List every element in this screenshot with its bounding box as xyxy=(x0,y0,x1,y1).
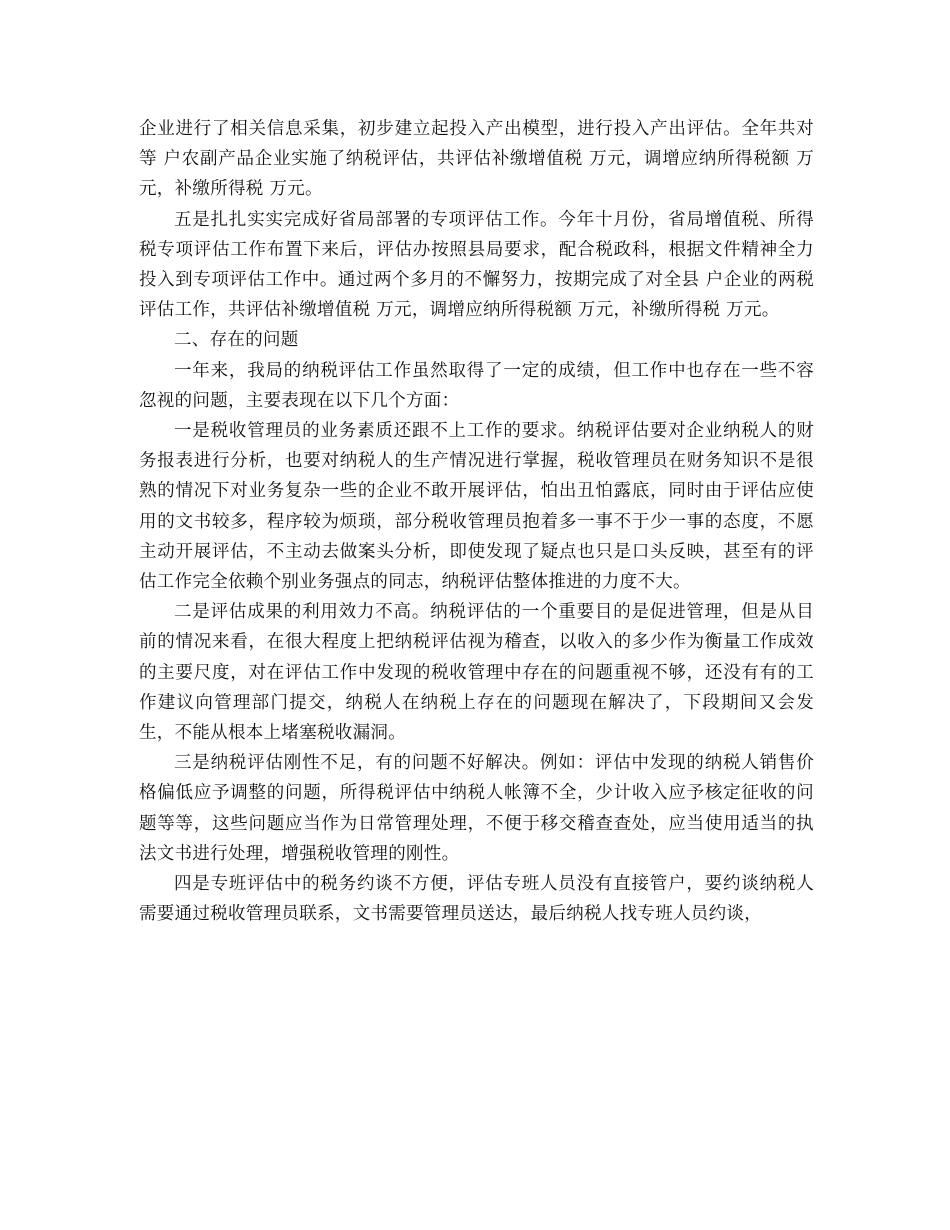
section-heading-problems: 二、存在的问题 xyxy=(174,330,299,351)
paragraph-problem-two: 二是评估成果的利用效力不高。纳税评估的一个重要目的是促进管理，但是从目前的情况来看，在很大程度上把纳税评估视为稽查，以收入的多少作为衡量工作成效的主要尺度，对在评估工作中发现的税收管理中存在的问题重视不够，还没有有的工作建议向管理部门提交，纳税人在纳税上存在的问题现在解决了，下段期间又会发生，不能从根本上堵塞税收漏洞。 xyxy=(139,602,814,744)
paragraph-problem-three: 三是纳税评估刚性不足，有的问题不好解决。例如：评估中发现的纳税人销售价格偏低应予调整的问题，所得税评估中纳税人帐簿不全，少计收入应予核定征收的问题等等，这些问题应当作为日常管理处理，不便于移交稽查查处，应当使用适当的执法文书进行处理，增强税收管理的刚性。 xyxy=(139,753,814,864)
paragraph-special-evaluation: 五是扎扎实实完成好省局部署的专项评估工作。今年十月份，省局增值税、所得税专项评估工作布置下来后，评估办按照县局要求，配合税政科，根据文件精神全力投入到专项评估工作中。通过两个多月的不懈努力，按期完成了对全县 户企业的两税评估工作，共评估补缴增值税 万元，调增应纳所得税额 万元，补缴所得税 万元。 xyxy=(139,209,814,321)
document-body xyxy=(139,114,814,929)
paragraph-continuation: 企业进行了相关信息采集，初步建立起投入产出模型，进行投入产出评估。全年共对 等 户农副产品企业实施了纳税评估，共评估补缴增值税 万元，调增应纳所得税额 万元，补缴所得税 万元。 xyxy=(139,119,814,200)
paragraph-problems-intro: 一年来，我局的纳税评估工作虽然取得了一定的成绩，但工作中也存在一些不容忽视的问题，主要表现在以下几个方面： xyxy=(139,360,814,411)
paragraph-problem-one: 一是税收管理员的业务素质还跟不上工作的要求。纳税评估要对企业纳税人的财务报表进行分析，也要对纳税人的生产情况进行掌握，税收管理员在财务知识不是很熟的情况下对业务复杂一些的企业不敢开展评估，怕出丑怕露底，同时由于评估应使用的文书较多，程序较为烦琐，部分税收管理员抱着多一事不于少一事的态度，不愿主动开展评估，不主动去做案头分析，即使发现了疑点也只是口头反映，甚至有的评估工作完全依赖个别业务强点的同志，纳税评估整体推进的力度不大。 xyxy=(139,421,814,593)
paragraph-problem-four: 四是专班评估中的税务约谈不方便，评估专班人员没有直接管户，要约谈纳税人需要通过税收管理员联系，文书需要管理员送达，最后纳税人找专班人员约谈， xyxy=(139,874,814,925)
